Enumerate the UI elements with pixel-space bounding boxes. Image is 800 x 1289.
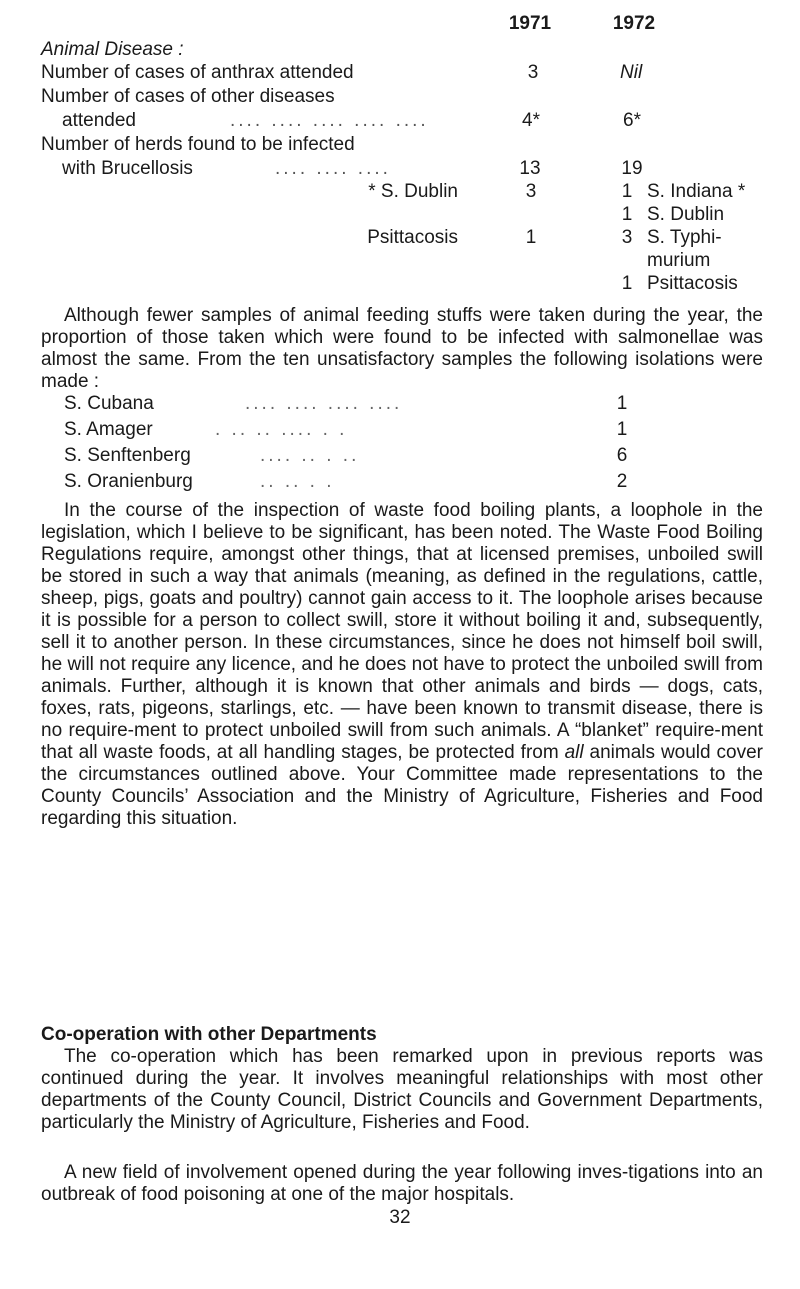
- isolation-name: S. Cubana: [64, 393, 154, 414]
- isolation-name: S. Oranienburg: [64, 471, 193, 492]
- paragraph-waste-food-emphasis: all: [564, 742, 584, 763]
- paragraph-feeding-stuffs: [41, 305, 763, 393]
- row-anthrax-1972: Nil: [620, 62, 643, 83]
- isolation-name: S. Amager: [64, 419, 153, 440]
- row-dublin-1971: 3: [525, 181, 537, 202]
- year-1972-header: 1972: [612, 13, 656, 34]
- paragraph-waste-food-text: [41, 500, 763, 830]
- isolation-count: 2: [616, 471, 628, 492]
- row-other-diseases-1972: 6*: [623, 110, 641, 131]
- row-other-diseases-label-1: Number of cases of other diseases: [41, 86, 335, 107]
- isolation-leader: .... .... .... ....: [245, 393, 403, 414]
- row-anthrax-1971: 3: [527, 62, 539, 83]
- isolation-leader: .. .. . .: [260, 471, 335, 492]
- row-dublin-1972-name-2: S. Dublin: [647, 204, 725, 225]
- isolation-count: 1: [616, 393, 628, 414]
- row-dublin-1972-name-1: S. Indiana *: [647, 181, 746, 202]
- isolation-name: S. Senftenberg: [64, 445, 191, 466]
- year-1971-header: 1971: [508, 13, 552, 34]
- row-psittacosis-1972-name-2: murium: [647, 250, 711, 271]
- row-dublin-label: * S. Dublin: [368, 181, 458, 202]
- paragraph-feeding-stuffs-text: Although fewer samples of animal feeding stuffs were taken during the year, the proportion of those taken which were found to be infected with salmonellae was almost the same. From the ten unsatisfactory samples the following isolations were made :: [41, 305, 763, 392]
- row-brucellosis-1972: 19: [621, 158, 643, 179]
- paragraph-cooperation: [41, 1046, 763, 1134]
- isolation-count: 1: [616, 419, 628, 440]
- row-other-diseases-leader: .... .... .... .... ....: [230, 110, 429, 131]
- row-brucellosis-leader: .... .... ....: [275, 158, 391, 179]
- row-psittacosis-1972-count-3: 1: [621, 273, 633, 294]
- paragraph-cooperation-text: The co-operation which has been remarked upon in previous reports was continued during the year. It involves meaningful relationships with most other departments of the County Council, District Councils and Government Departments, particularly the Ministry of Agriculture, Fisheries and Food.: [41, 1046, 763, 1133]
- row-psittacosis-1972-count-1: 3: [621, 227, 633, 248]
- paragraph-waste-food-part-2: animals would cover the circumstances outlined above. Your Committee made representations to the County Councils’ Association and the Ministry of Agriculture, Fisheries and Food regarding this situation.: [41, 742, 763, 829]
- row-anthrax-label: Number of cases of anthrax attended: [41, 62, 354, 83]
- row-brucellosis-label-2: with Brucellosis: [62, 158, 193, 179]
- row-dublin-1972-count-2: 1: [621, 204, 633, 225]
- row-psittacosis-label: Psittacosis: [367, 227, 458, 248]
- isolation-leader: .... .. . ..: [260, 445, 360, 466]
- paragraph-new-field-text: A new field of involvement opened during the year following inves-tigations into an outbreak of food poisoning at one of the major hospitals.: [41, 1162, 763, 1205]
- row-other-diseases-label-2: attended: [62, 110, 136, 131]
- page-number: 32: [389, 1207, 411, 1228]
- section-title: Animal Disease :: [41, 39, 184, 60]
- section-heading: Co-operation with other Departments: [41, 1024, 377, 1045]
- paragraph-waste-food: [41, 500, 763, 830]
- isolation-leader: . .. .. .... . .: [215, 419, 348, 440]
- paragraph-new-field: [41, 1162, 763, 1206]
- row-psittacosis-1972-name-1: S. Typhi-: [647, 227, 722, 248]
- isolation-count: 6: [616, 445, 628, 466]
- row-other-diseases-1971: 4*: [522, 110, 540, 131]
- row-psittacosis-1971: 1: [525, 227, 537, 248]
- row-brucellosis-label-1: Number of herds found to be infected: [41, 134, 355, 155]
- row-dublin-1972-count-1: 1: [621, 181, 633, 202]
- paragraph-waste-food-part-1: In the course of the inspection of waste food boiling plants, a loophole in the legislation, which I believe to be significant, has been noted. The Waste Food Boiling Regulations require, amongst other things, that at licensed premises, unboiled swill be stored in such a way that animals (meaning, as defined in the regulations, cattle, sheep, pigs, goats and poultry) cannot gain access to it. The loophole arises because it is possible for a person to collect swill, store it without boiling it and, subsequently, sell it to another person. In these circumstances, since he does not himself boil swill, he will not require any licence, and he does not have to protect the unboiled swill from animals. Further, although it is known that other animals and birds — dogs, cats, foxes, rats, pigeons, starlings, etc. — have been known to transmit disease, there is no require-ment to protect unboiled swill from such animals. A “blanket” require-ment that all waste foods, at all handling stages, be protected from: [41, 500, 763, 763]
- row-psittacosis-1972-name-3: Psittacosis: [647, 273, 738, 294]
- row-brucellosis-1971: 13: [519, 158, 541, 179]
